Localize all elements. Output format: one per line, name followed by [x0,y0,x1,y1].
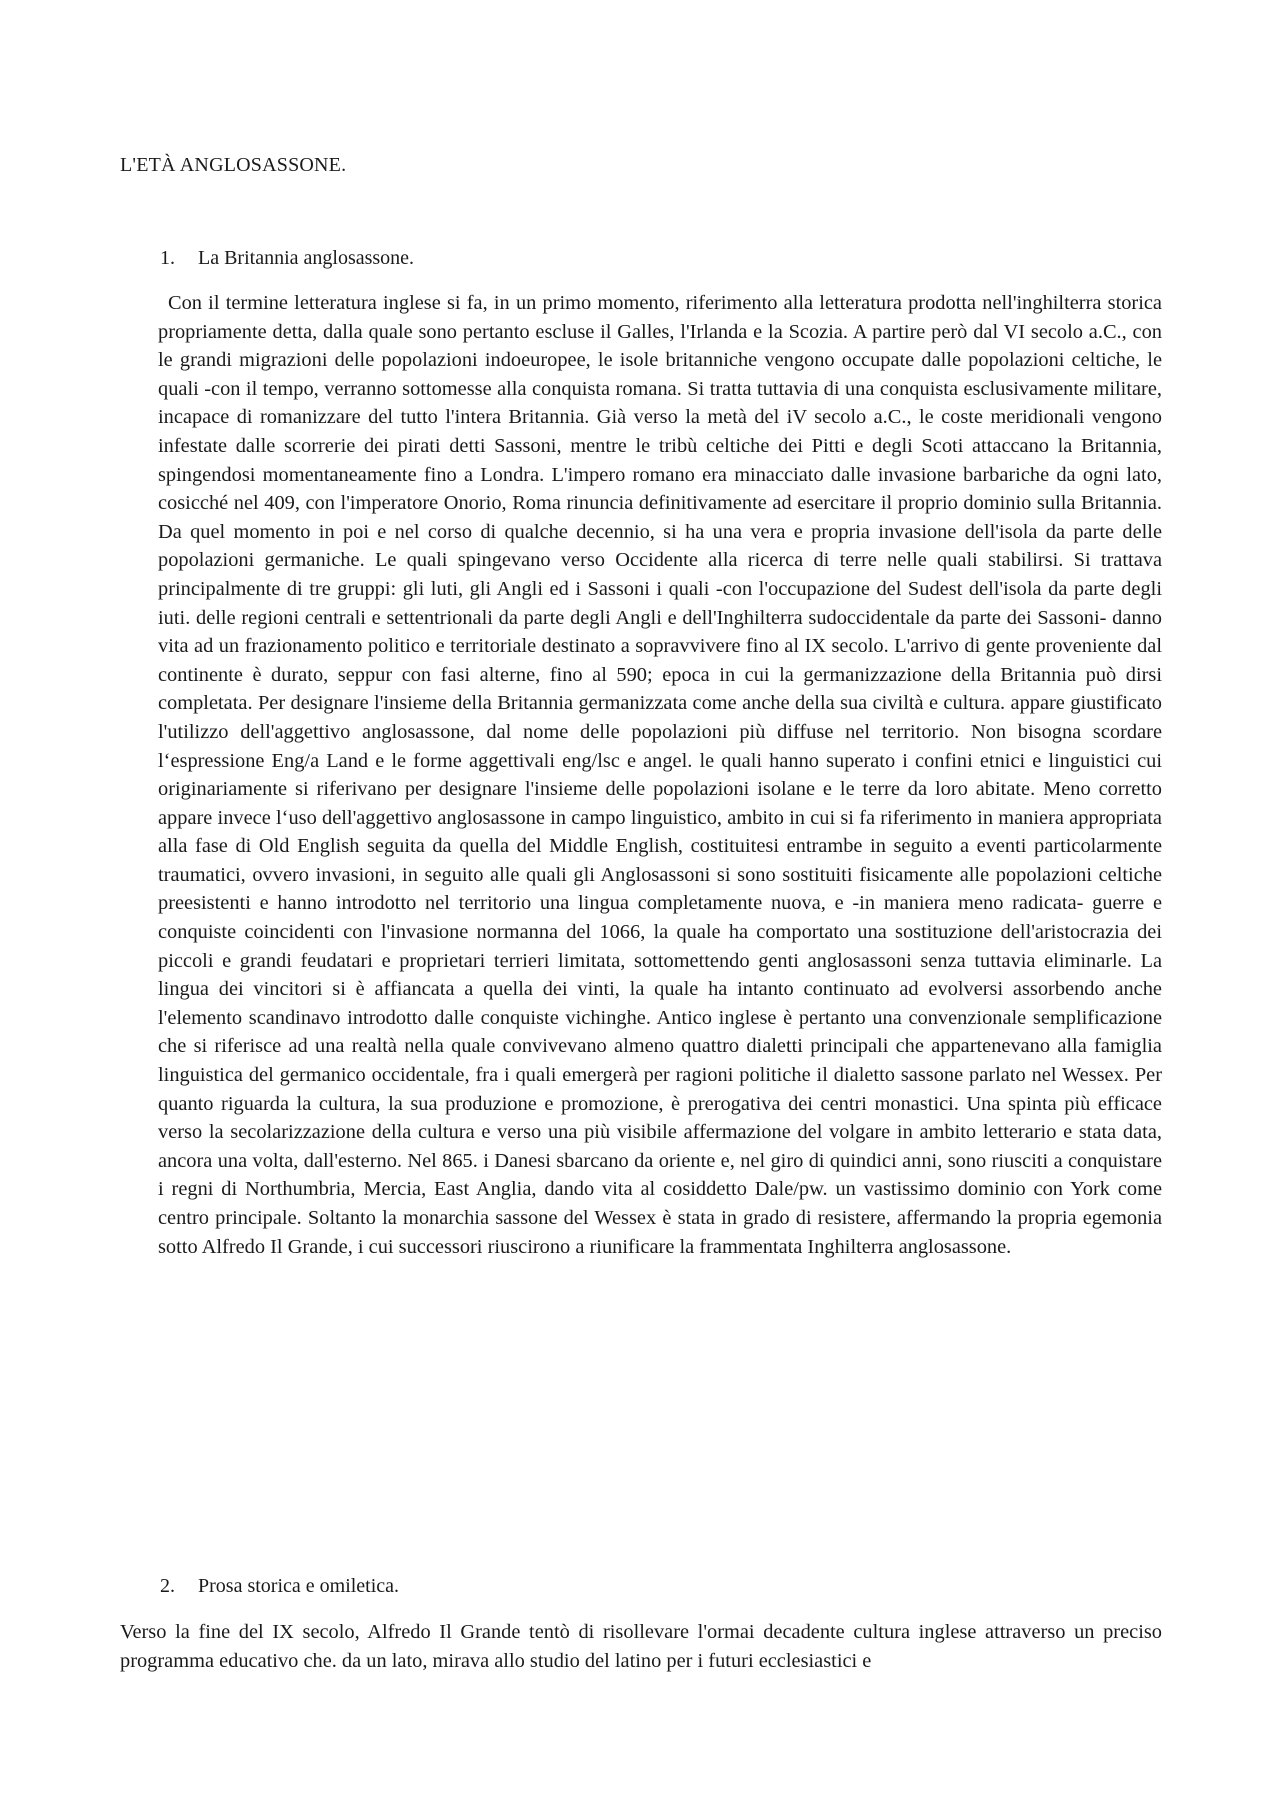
section-1-heading [160,245,414,271]
section-2-title: Prosa storica e omiletica. [198,1575,400,1597]
section-1-number: 1. [160,247,175,269]
section-2-paragraph: Verso la fine del IX secolo, Alfredo Il Grande tentò di risollevare l'ormai decadente cultura inglese attraverso un preciso programma educativo che. da un lato, mirava allo studio del latino per i futuri ecclesiastici e [120,1621,1162,1672]
document-title: L'ETÀ ANGLOSASSONE. [120,154,347,176]
section-2-heading [160,1573,399,1599]
section-2-number: 2. [160,1575,175,1597]
section-1-paragraph: Con il termine letteratura inglese si fa, in un primo momento, riferimento alla letteratura prodotta nell'inghilterra storica propriamente detta, dalla quale sono pertanto escluse il Galles, l'Irlanda e la Scozia. A partire però dal VI secolo a.C., con le grandi migrazioni delle popolazioni indoeuropee, le isole britanniche vengono occupate dalle popolazioni celtiche, le quali -con il tempo, verranno sottomesse alla conquista romana. Si tratta tuttavia di una conquista esclusivamente militare, incapace di romanizzare del tutto l'intera Britannia. Già verso la metà del iV secolo a.C., le coste meridionali vengono infestate dalle scorrerie dei pirati detti Sassoni, mentre le tribù celtiche dei Pitti e degli Scoti attaccano la Britannia, spingendosi momentaneamente fino a Londra. L'impero romano era minacciato dalle invasione barbariche da ogni lato, cosicché nel 409, con l'imperatore Onorio, Roma rinuncia definitivamente ad esercitare il proprio dominio sulla Britannia. Da quel momento in poi e nel corso di qualche decennio, si ha una vera e propria invasione dell'isola da parte delle popolazioni germaniche. Le quali spingevano verso Occidente alla ricerca di terre nelle quali stabilirsi. Si trattava principalmente di tre gruppi: gli luti, gli Angli ed i Sassoni i quali -con l'occupazione del Sudest dell'isola da parte degli iuti. delle regioni centrali e settentrionali da parte degli Angli e dell'Inghilterra sudoccidentale da parte dei Sassoni- danno vita ad un frazionamento politico e territoriale destinato a sopravvivere fino al IX secolo. L'arrivo di gente proveniente dal continente è durato, seppur con fasi alterne, fino al 590; epoca in cui la germanizzazione della Britannia può dirsi completata. Per designare l'insieme della Britannia germanizzata come anche della sua civiltà e cultura. appare giustificato l'utilizzo dell'aggettivo anglosassone, dal nome delle popolazioni più diffuse nel territorio. Non bisogna scordare l‘espressione Eng/a Land e le forme aggettivali eng/lsc e angel. le quali hanno superato i confini etnici e linguistici cui originariamente si riferivano per designare l'insieme delle popolazioni isolane e le terre da loro abitate. Meno corretto appare invece l‘uso dell'aggettivo anglosassone in campo linguistico, ambito in cui si fa riferimento in maniera appropriata alla fase di Old English seguita da quella del Middle English, costituitesi entrambe in seguito a eventi particolarmente traumatici, ovvero invasioni, in seguito alle quali gli Anglosassoni si sono sostituiti fisicamente alle popolazioni celtiche preesistenti e hanno introdotto nel territorio una lingua completamente nuova, e -in maniera meno radicata- guerre e conquiste coincidenti con l'invasione normanna del 1066, la quale ha comportato una sostituzione dell'aristocrazia dei piccoli e grandi feudatari e proprietari terrieri limitata, sottomettendo genti anglosassoni senza tuttavia eliminarle. La lingua dei vincitori si è affiancata a quella dei vinti, la quale ha intanto continuato ad evolversi assorbendo anche l'elemento scandinavo introdotto dalle conquiste vichinghe. Antico inglese è pertanto una convenzionale semplificazione che si riferisce ad una realtà nella quale convivevano almeno quattro dialetti principali che appartenevano alla famiglia linguistica del germanico occidentale, fra i quali emergerà per ragioni politiche il dialetto sassone parlato nel Wessex. Per quanto riguarda la cultura, la sua produzione e promozione, è prerogativa dei centri monastici. Una spinta più efficace verso la secolarizzazione della cultura e verso una più visibile affermazione del volgare in ambito letterario e stata data, ancora una volta, dall'esterno. Nel 865. i Danesi sbarcano da oriente e, nel giro di quindici anni, sono riusciti a conquistare i regni di Northumbria, Mercia, East Anglia, dando vita al cosiddetto Dale/pw. un vastissimo dominio con York come centro principale. Soltanto la monarchia sassone del Wessex è stata in grado di resistere, affermando la propria egemonia sotto Alfredo Il Grande, i cui successori riuscirono a riunificare la frammentata Inghilterra anglosassone. [158,292,1162,1258]
section-1-title: La Britannia anglosassone. [198,247,415,269]
